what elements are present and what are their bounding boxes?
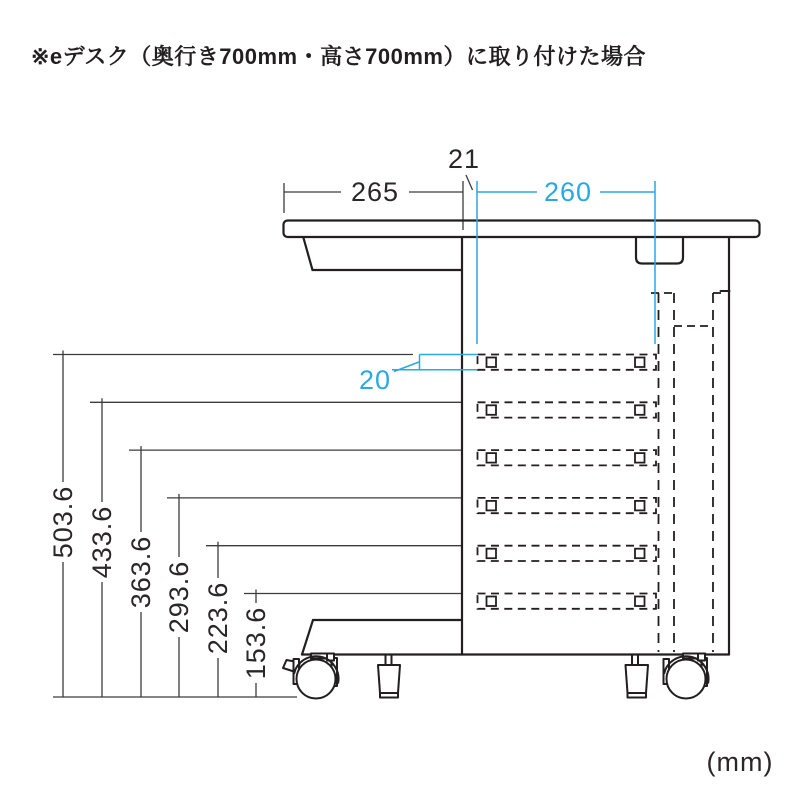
base-front-slant: [302, 620, 313, 655]
shelf-slot-row: [478, 546, 657, 561]
desktop-hook-bracket: [636, 238, 683, 264]
cpu-rack-hidden-lines: [651, 293, 723, 652]
mount-height-label: 433.6: [87, 505, 117, 579]
gap-leader-line: [466, 175, 473, 190]
mount-height-label: 503.6: [48, 485, 78, 559]
dim-label-gap: 21: [447, 144, 481, 174]
desk-side-view: [284, 221, 760, 655]
shelf-slot-row: [478, 594, 657, 609]
shelf-slot-rows: [478, 355, 657, 609]
caster-wheel: [297, 660, 336, 699]
leveler-rear: [626, 655, 649, 698]
dim-label-depth-right: 260: [543, 177, 593, 207]
caster-wheel: [667, 660, 706, 699]
desktop: [284, 221, 760, 238]
diagram-title: ※eデスク（奥行き700mm・高さ700mm）に取り付けた場合: [31, 44, 646, 69]
shelf-slot-row: [478, 402, 657, 417]
caster-rear: [664, 654, 709, 699]
shelf-slot-row: [478, 355, 657, 370]
mount-height-label: 223.6: [203, 581, 233, 655]
shelf-slot-row: [478, 498, 657, 513]
keyboard-tray: [304, 238, 463, 270]
caster-front: [283, 654, 339, 699]
unit-label: (mm): [706, 747, 774, 777]
dim-label-pitch: 20: [358, 365, 392, 395]
dim-label-depth-left: 265: [350, 177, 400, 207]
mount-height-label: 363.6: [126, 535, 156, 609]
leveler-front: [378, 655, 400, 698]
accent-dimension-lines: [392, 181, 655, 372]
shelf-slot-row: [478, 450, 657, 465]
mount-height-label: 153.6: [241, 606, 271, 680]
mount-height-label: 293.6: [164, 560, 194, 634]
